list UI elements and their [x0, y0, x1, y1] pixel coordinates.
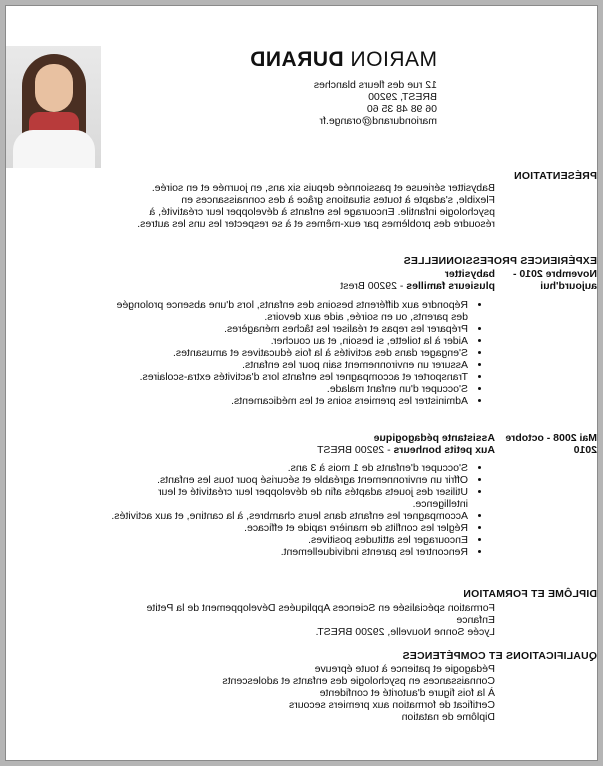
education-line: Formation spécialisée en Sciences Appliquées Développement de la Petite Enfance: [146, 602, 495, 626]
email-address: mariondurand@orange.fr: [319, 115, 437, 127]
job-org-name: plusieurs familles: [406, 280, 495, 292]
list-item: • Administrer les premiers soins et les médicaments.: [108, 395, 468, 407]
job-organization: [265, 280, 495, 292]
skill-line: À la fois figure d'autorité et confidente: [319, 687, 495, 699]
section-title-presentation: PRÉSENTATION: [513, 170, 597, 182]
profile-photo: [6, 46, 101, 168]
phone-number: 06 98 48 35 60: [366, 103, 437, 115]
section-title-experience: EXPÉRIENCES PROFESSIONNELLES: [403, 255, 597, 267]
resume-page: [5, 5, 598, 761]
first-name: MARION: [350, 48, 437, 71]
list-item: • Utiliser des jouets adaptés afin de développer leur créativité et leur intelligence.: [108, 486, 468, 510]
skill-line: Diplôme de natation: [401, 711, 495, 723]
list-item: • Transporter et accompagner les enfants lors d'activités extra-scolaires.: [108, 371, 468, 383]
job-organization: [265, 444, 495, 456]
list-item: • Accompagner les enfants dans leurs chambres, à la cantine, et aux activités.: [108, 510, 468, 522]
list-item: • Préparer les repas et réaliser les tâches ménagères.: [108, 323, 468, 335]
contact-block: [314, 79, 437, 127]
candidate-name: [250, 48, 437, 72]
list-item: • Aider à la toilette, si besoin, et au coucher.: [108, 335, 468, 347]
job-org-location: - 29200 Brest: [340, 280, 407, 292]
job-role: [265, 432, 495, 456]
job-title: Assistante pédagogique: [373, 432, 495, 444]
list-item: • S'occuper d'un enfant malade.: [108, 383, 468, 395]
photo-shirt-shape: [13, 130, 95, 168]
address-line-2: BREST, 29200: [368, 91, 437, 103]
job-date: Novembre 2010 - aujourd'hui: [512, 268, 597, 292]
mirrored-document: [6, 6, 597, 760]
list-item: • Offrir un environnement agréable et sécurisé pour tous les enfants.: [108, 474, 468, 486]
section-title-skills: QUALIFICATIONS ET COMPÉTENCES: [402, 650, 597, 662]
job-role: [265, 268, 495, 292]
education-lines: [115, 602, 495, 638]
job-duties-list: [108, 299, 482, 407]
skills-lines: [115, 663, 495, 723]
list-item: • Rencontrer les parents individuellement.: [108, 546, 468, 558]
job-title: babysitter: [444, 268, 495, 280]
education-line: Lycée Sonne Nouvelle, 29200 BREST.: [315, 626, 495, 638]
list-item: • S'engager dans des activités à la fois éducatives et amusantes.: [108, 347, 468, 359]
presentation-text: Babysitter sérieuse et passionnée depuis six ans, en journée et en soirée. Flexible, s'adapte à toutes situations grâce à des connaissances en psychologie infantile. Encourage les enfants à développer leur créativité, à résoudre des problèmes par eux-mêmes et à se respecter les uns les autres.: [137, 182, 495, 230]
section-title-education: DIPLÔME ET FORMATION: [463, 588, 597, 600]
list-item: • Répondre aux différents besoins des enfants, lors d'une absence prolongée des parents, ou en soirée, aide aux devoirs.: [108, 299, 468, 323]
last-name: DURAND: [249, 48, 344, 71]
skill-line: Pédagogie et patience à toute épreuve: [314, 663, 495, 675]
skill-line: Connaissances en psychologie des enfants et adolescents: [222, 675, 495, 687]
list-item: • S'occuper d'enfants de 1 mois à 3 ans.: [108, 462, 468, 474]
job-org-name: Aux petits bonheurs: [393, 444, 495, 456]
job-date: Mai 2008 - octobre 2010: [505, 432, 597, 456]
list-item: • Assurer un environnement sain pour les enfants.: [108, 359, 468, 371]
skill-line: Certificat de formation aux premiers secours: [289, 699, 495, 711]
photo-face-shape: [35, 64, 73, 112]
job-duties-list: [108, 462, 482, 558]
list-item: • Encourager les attitudes positives.: [108, 534, 468, 546]
resume-content: [6, 6, 597, 760]
job-org-location: - 29200 BREST: [317, 444, 394, 456]
list-item: • Régler les conflits de manière rapide et efficace.: [108, 522, 468, 534]
address-line-1: 12 rue des fleurs blanches: [313, 79, 437, 91]
